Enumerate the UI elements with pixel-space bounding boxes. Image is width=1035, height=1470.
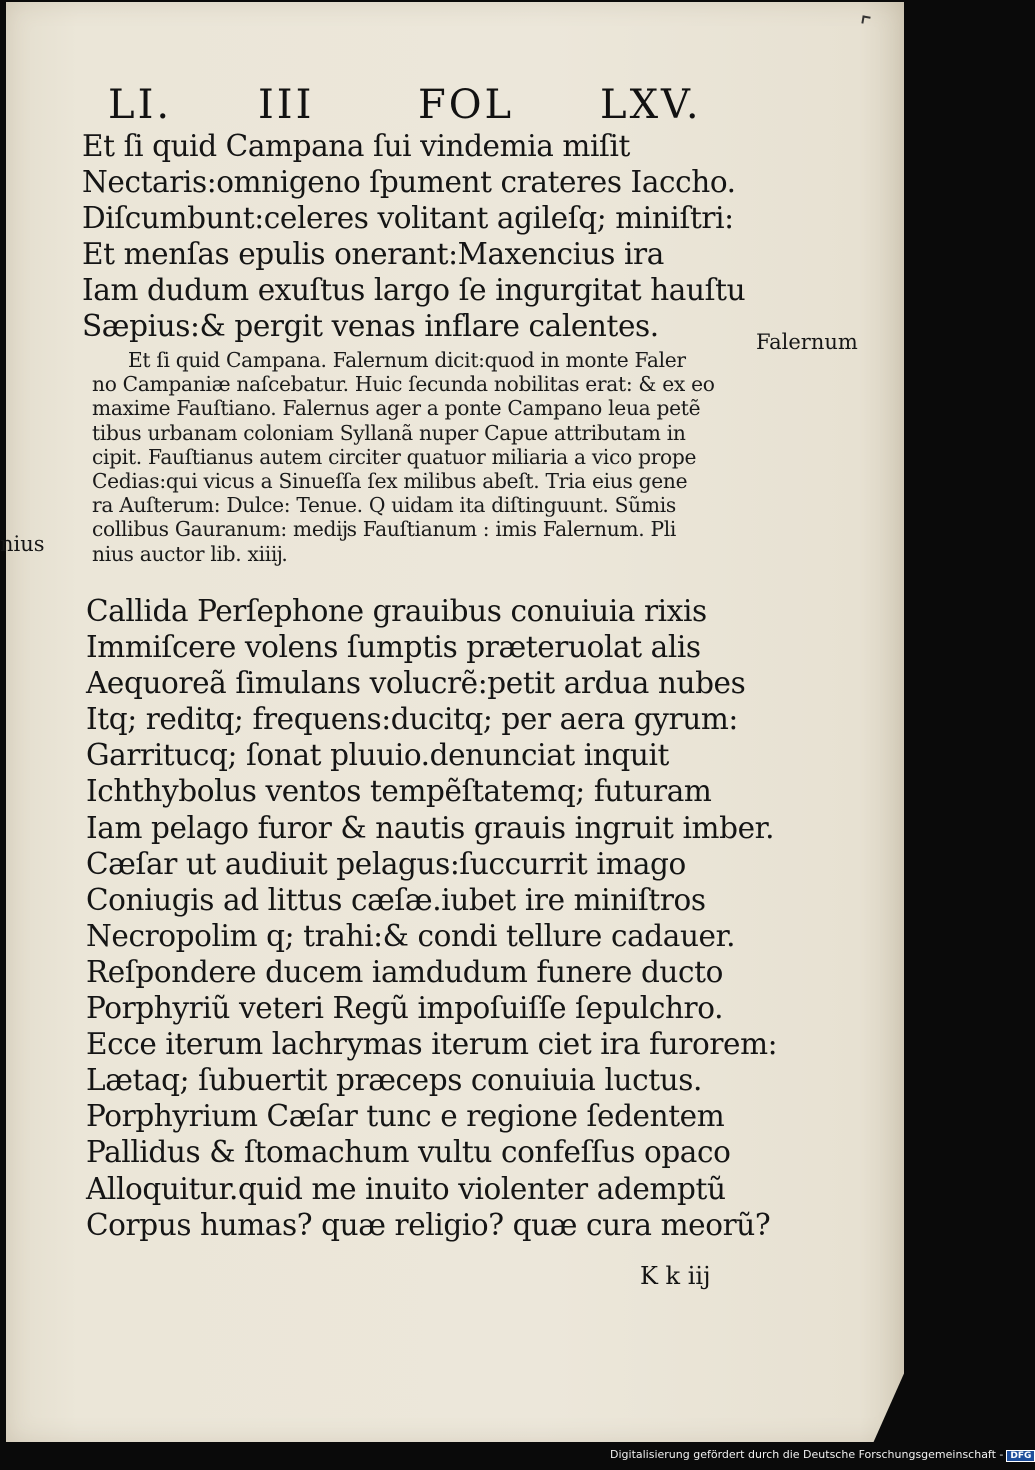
verse-line: Necropolim q; trahi:& condi tellure cadauer. [86,918,736,953]
footer-credit [610,1448,1035,1462]
verse-block-bottom [86,593,777,1243]
verse-line: Pallidus & ſtomachum vultu confeſſus opaco [86,1135,731,1170]
verse-line: Ichthybolus ventos tempẽſtatemq; futuram [86,774,712,809]
dfg-logo-icon: DFG [1006,1450,1035,1462]
margin-note-left: nius [0,532,45,556]
running-head-number: LXV. [600,82,702,128]
verse-line: Diſcumbunt:celeres volitant agileſq; miniſtri: [82,201,734,236]
verse-line: Et menſas epulis onerant:Maxencius ira [82,237,664,272]
verse-line: Aequoreã ſimulans volucrẽ:petit ardua nubes [86,666,746,701]
commentary-line: Et ſi quid Campana. Falernum dicit:quod in monte Faler [128,348,686,372]
margin-note-right: Falernum [756,330,858,354]
verse-line: Sæpius:& pergit venas inflare calentes. [82,309,659,344]
verse-line: Cæſar ut audiuit pelagus:ſuccurrit imago [86,846,686,881]
commentary-line: ra Auſterum: Dulce: Tenue. Q uidam ita diſtinguunt. Sũmis [92,493,676,518]
commentary-line: maxime Fauſtiano. Falernus ager a ponte Campano leua petẽ [92,396,701,421]
commentary-line: tibus urbanam coloniam Syllanã nuper Capue attributam in [92,420,686,445]
verse-block-top [82,128,745,345]
verse-line: Et ſi quid Campana ſui vindemia miſit [82,129,631,163]
commentary-line: no Campaniæ naſcebatur. Huic ſecunda nobilitas erat: & ex eo [92,372,715,397]
page-corner-mark [861,15,870,24]
verse-line: Nectaris:omnigeno ſpument crateres Iaccho. [82,165,736,200]
verse-line: Callida Perſephone grauibus conuiuia rixis [86,594,707,628]
running-head [108,82,718,130]
commentary-block [92,348,752,566]
commentary-line: Cedias:qui vicus a Sinueſſa ſex milibus abeſt. Tria eius gene [92,469,688,494]
verse-line: Reſpondere ducem iamdudum funere ducto [86,954,723,989]
verse-line: Corpus humas? quæ religio? quæ cura meorũ? [86,1207,771,1242]
verse-line: Itq; reditq; frequens:ducitq; per aera gyrum: [86,702,738,737]
commentary-line: cipit. Fauſtianus autem circiter quatuor miliaria a vico prope [92,444,697,469]
commentary-line: collibus Gauranum: medĳs Fauſtianum : imis Falernum. Pli [92,517,677,542]
verse-line: Lætaq; ſubuertit præceps conuiuia luctus. [86,1063,702,1098]
verse-line: Iam dudum exuſtus largo ſe ingurgitat hauſtu [82,273,746,308]
verse-line: Porphyriũ veteri Regũ impoſuiſſe ſepulchro. [86,991,724,1026]
verse-line: Garritucq; ſonat pluuio.denunciat inquit [86,738,669,773]
verse-line: Immiſcere volens ſumptis præteruolat alis [86,630,701,665]
commentary-line: nius auctor lib. xiiĳ. [92,541,288,566]
running-head-book: III [258,82,315,128]
running-head-fol: FOL [418,82,515,128]
signature-mark: K k iij [640,1262,711,1290]
running-head-left: LI. [108,82,173,128]
verse-line: Iam pelago furor & nautis grauis ingruit imber. [86,810,775,845]
verse-line: Coniugis ad littus cæſæ.iubet ire miniſtros [86,882,706,917]
footer-text: Digitalisierung gefördert durch die Deutsche Forschungsgemeinschaft - [610,1448,1004,1461]
verse-line: Ecce iterum lachrymas iterum ciet ira furorem: [86,1027,778,1062]
verse-line: Alloquitur.quid me inuito violenter ademptũ [86,1171,726,1206]
verse-line: Porphyrium Cæſar tunc e regione ſedentem [86,1099,725,1134]
